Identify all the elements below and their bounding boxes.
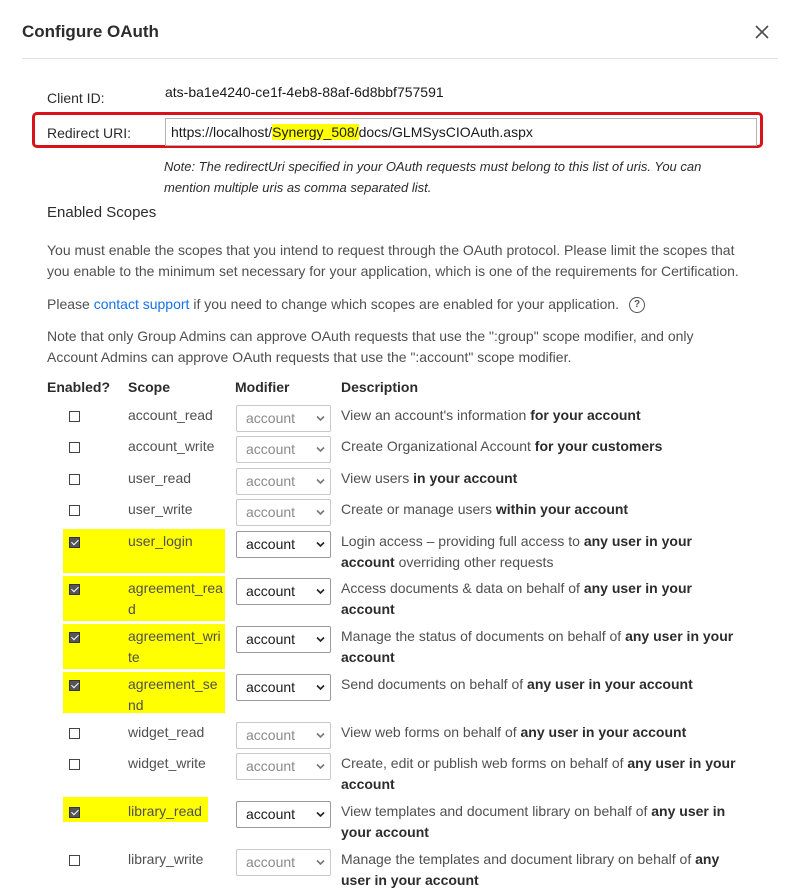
scope-name: agreement_send (128, 676, 218, 713)
chevron-down-icon (316, 509, 325, 516)
modifier-select[interactable] (236, 849, 331, 876)
desc-emphasis: any user in your account (341, 803, 726, 840)
enabled-checkbox[interactable] (69, 855, 80, 866)
header-description: Description (341, 379, 419, 395)
scope-description (341, 849, 741, 891)
chevron-down-icon (316, 636, 325, 643)
admin-note-text: Note that only Group Admins can approve OAuth requests that use the ":group" scope modifier, and only Account Admins can approve OAuth requests that use the ":account" scope modifier. (47, 328, 694, 365)
modifier-value: account (246, 631, 296, 647)
desc-emphasis: any user in your account (341, 533, 692, 570)
enabled-checkbox[interactable] (69, 411, 80, 422)
modifier-value: account (246, 410, 296, 426)
desc-text: Login access – providing full access to (341, 533, 584, 549)
enabled-checkbox[interactable] (69, 537, 80, 548)
desc-text: Create or manage users (341, 501, 496, 517)
redirect-uri-label: Redirect URI: (47, 125, 132, 141)
enabled-checkbox[interactable] (69, 474, 80, 485)
client-id-label: Client ID: (47, 90, 105, 106)
modifier-value: account (246, 473, 296, 489)
close-icon[interactable] (752, 22, 772, 42)
chevron-down-icon (316, 684, 325, 691)
chevron-down-icon (316, 811, 325, 818)
modifier-select[interactable] (236, 468, 331, 495)
scope-name: user_write (128, 501, 193, 517)
scope-description (341, 499, 741, 520)
desc-text: Manage the status of documents on behalf of (341, 628, 626, 644)
contact-support-text (47, 294, 747, 315)
enabled-checkbox[interactable] (69, 680, 80, 691)
scope-description (341, 468, 741, 489)
enabled-checkbox[interactable] (69, 632, 80, 643)
scope-description (341, 674, 741, 695)
scope-description (341, 578, 741, 620)
modifier-value: account (246, 806, 296, 822)
modifier-value: account (246, 679, 296, 695)
scope-name: user_read (128, 470, 192, 486)
chevron-down-icon (316, 588, 325, 595)
desc-text: Create Organizational Account (341, 438, 535, 454)
modifier-select[interactable] (236, 436, 331, 463)
modifier-value: account (246, 758, 296, 774)
contact-support-link[interactable]: contact support (93, 296, 190, 312)
scope-name: widget_write (128, 755, 206, 771)
chevron-down-icon (316, 732, 325, 739)
redirect-uri-input[interactable] (165, 118, 757, 146)
desc-emphasis: for your customers (534, 438, 663, 454)
uri-prefix: https://localhost/ (171, 124, 273, 140)
modifier-select[interactable] (236, 531, 331, 558)
desc-emphasis: any user in your account (341, 851, 720, 888)
modifier-value: account (246, 504, 296, 520)
enabled-checkbox[interactable] (69, 442, 80, 453)
scope-description (341, 801, 741, 843)
scope-name: account_read (128, 407, 213, 423)
modifier-select[interactable] (236, 674, 331, 701)
desc-text: View an account's information (341, 407, 531, 423)
scope-description (341, 753, 741, 795)
chevron-down-icon (316, 446, 325, 453)
scope-name: agreement_write (128, 628, 221, 665)
scope-name: library_read (128, 803, 202, 819)
chevron-down-icon (316, 415, 325, 422)
uri-highlight: Synergy_508/ (272, 124, 359, 140)
modifier-select[interactable] (236, 626, 331, 653)
scope-description (341, 405, 741, 426)
desc-text: Manage the templates and document library on behalf of (341, 851, 696, 867)
para2-before: Please (47, 296, 94, 312)
enabled-checkbox[interactable] (69, 505, 80, 516)
chevron-down-icon (316, 478, 325, 485)
scope-row-library-write (0, 849, 796, 889)
modifier-select[interactable] (236, 801, 331, 828)
desc-emphasis: any user in your account (341, 580, 692, 617)
scope-name: account_write (128, 438, 215, 454)
desc-emphasis: any user in your account (527, 676, 693, 692)
scope-description (341, 436, 741, 457)
desc-text: View web forms on behalf of (341, 724, 521, 740)
modifier-value: account (246, 441, 296, 457)
scope-row-agreement-send (0, 674, 796, 714)
modifier-value: account (246, 536, 296, 552)
desc-emphasis: any user in your account (341, 628, 734, 665)
modifier-value: account (246, 583, 296, 599)
scope-name: library_write (128, 851, 204, 867)
title-divider (22, 58, 778, 59)
redirect-uri-note: Note: The redirectUri specified in your OAuth requests must belong to this list of uris. You can mention multiple uris as comma separated list. (164, 159, 702, 195)
scope-row-library-read (0, 801, 796, 841)
desc-emphasis: within your account (495, 501, 629, 517)
chevron-down-icon (316, 763, 325, 770)
modifier-value: account (246, 854, 296, 870)
client-id-value: ats-ba1e4240-ce1f-4eb8-88af-6d8bbf757591 (165, 84, 444, 100)
chevron-down-icon (316, 541, 325, 548)
modifier-value: account (246, 727, 296, 743)
enabled-scopes-title: Enabled Scopes (47, 204, 157, 221)
scopes-intro-text: You must enable the scopes that you intend to request through the OAuth protocol. Please limit the scopes that you enable to the minimum set necessary for your application, which is one of the requirements for Certification. (47, 242, 739, 279)
scope-description (341, 626, 741, 668)
scope-name: agreement_read (128, 580, 223, 617)
scope-description (341, 531, 741, 573)
desc-emphasis: any user in your account (520, 724, 687, 740)
chevron-down-icon (316, 859, 325, 866)
scope-row-agreement-read (0, 578, 796, 618)
scope-row-widget-write (0, 753, 796, 793)
desc-text: Access documents & data on behalf of (341, 580, 584, 596)
desc-text: View templates and document library on behalf of (341, 803, 652, 819)
modifier-select[interactable] (236, 499, 331, 526)
enabled-checkbox[interactable] (69, 728, 80, 739)
header-enabled: Enabled? (47, 379, 111, 395)
modifier-select[interactable] (236, 722, 331, 749)
scope-row-agreement-write (0, 626, 796, 666)
header-scope: Scope (128, 379, 171, 395)
desc-emphasis: in your account (413, 470, 518, 486)
modifier-select[interactable] (236, 753, 331, 780)
enabled-checkbox[interactable] (69, 759, 80, 770)
header-modifier: Modifier (235, 379, 290, 395)
desc-emphasis: any user in your account (341, 755, 736, 792)
scope-row-user-login (0, 531, 796, 571)
scope-name: user_login (128, 533, 193, 549)
desc-text: View users (341, 470, 414, 486)
para2-after: if you need to change which scopes are enabled for your application. (189, 296, 620, 312)
desc-tail: overriding other requests (394, 554, 554, 570)
enabled-checkbox[interactable] (69, 584, 80, 595)
modifier-select[interactable] (236, 578, 331, 605)
scope-description (341, 722, 741, 743)
dialog-title: Configure OAuth (22, 22, 159, 41)
help-icon[interactable]: ? (629, 297, 645, 313)
enabled-checkbox[interactable] (69, 807, 80, 818)
scope-name: widget_read (128, 724, 205, 740)
desc-text: Create, edit or publish web forms on behalf of (341, 755, 628, 771)
modifier-select[interactable] (236, 405, 331, 432)
uri-suffix: docs/GLMSysCIOAuth.aspx (358, 124, 533, 140)
desc-emphasis: for your account (530, 407, 641, 423)
desc-text: Send documents on behalf of (341, 676, 528, 692)
